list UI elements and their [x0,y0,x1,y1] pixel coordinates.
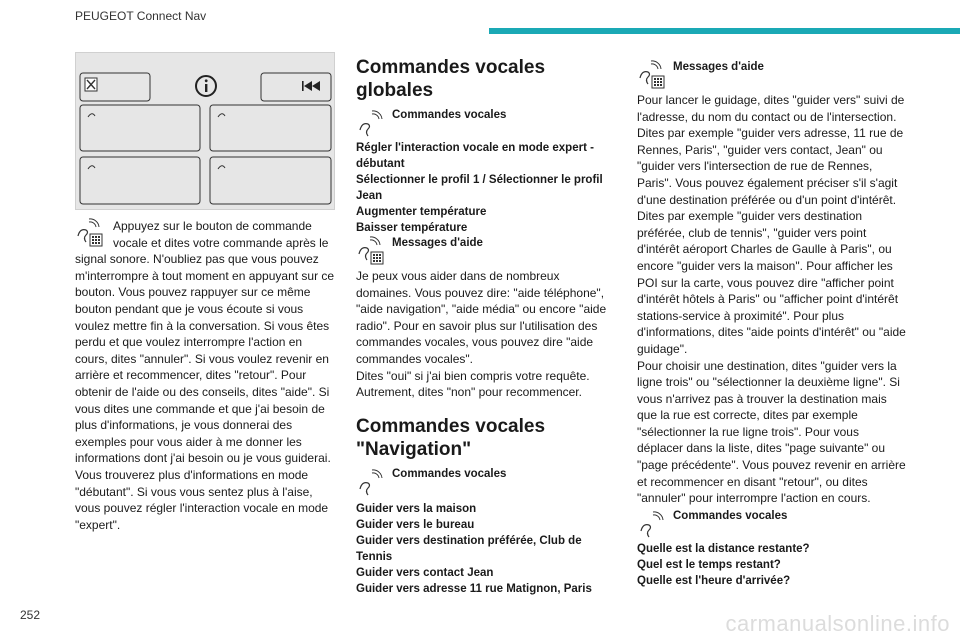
intro-line-2: vocale et dites votre commande après le [113,235,329,250]
intro-text: signal sonore. N'oubliez pas que vous pouvez m'interrompre à tout moment en appuyant sur ce bouton. Vous pouvez rappuyer sur ce même bouton pendant que je vous écoute si vous voulez mettre fin à la conversation. Si vous êtes perdu et que voulez interrompre l'action en cours, dites "annuler". Si vous voulez revenir en arrière et recommencer, dites "retour". Pour obtenir de l'aide ou des conseils, dites "aide". Si vous dites une commande et que j'ai besoin de plus d'informations, je vous donnerai des exemples pour vous aider à me donner les informations dont j'ai besoin ou je vous guiderai. Vous trouverez plus d'informations en mode "débutant". Si vous vous sentez plus à l'aise, vous pouvez régler l'interaction vocale en mode "expert". [75,252,335,532]
command-item: Guider vers la maison [356,502,477,515]
info-icon [196,76,216,96]
command-item: Quelle est la distance restante? [637,542,810,555]
navigation-help-text-2: Pour choisir une destination, dites "guider vers la ligne trois" ou "sélectionner la deuxième ligne". Si vous n'arrivez pas à trouver la destination mais que la rue est correcte, dites par exemple "sélectionner la rue ligne trois". Pour vous déplacer dans la liste, dites "page suivante" ou "page précédente". Vous pouvez revenir en arrière et recommencer en disant "retour", ou dites "annuler" pour interrompre l'action en cours. [637,358,906,506]
help-text-2: Dites "oui" si j'ai bien compris votre requête. Autrement, dites "non" pour recommencer. [356,368,590,400]
voice-screen-illustration [75,52,335,210]
voice-icon [637,509,667,539]
section-heading-navigation: Commandes vocales "Navigation" [356,415,546,460]
voice-help-icon [637,60,667,90]
navigation-commands-list [356,501,618,597]
header-accent-bar [489,28,960,34]
back-icon [302,81,320,91]
voice-command-button-icon [75,218,105,248]
help-messages-label: Messages d'aide [392,237,483,249]
command-item: Augmenter température [356,206,487,218]
voice-commands-label-row [637,509,907,539]
command-item: Guider vers le bureau [356,518,475,531]
voice-icon [88,114,225,169]
page-number: 252 [20,608,41,622]
voice-commands-label-row [356,467,618,497]
command-item: Guider vers adresse 11 rue Matignon, Paris [356,582,592,595]
column-3 [637,60,907,589]
command-item: Quel est le temps restant? [637,558,781,571]
voice-help-icon [356,236,386,266]
voice-icon [356,108,386,138]
column-1 [75,52,337,533]
page-header-title: PEUGEOT Connect Nav [75,9,207,23]
navigation-help-text-1: Pour lancer le guidage, dites "guider vers" suivi de l'adresse, du nom du contact ou de l'intersection. Dites par exemple "guider vers adresse, 11 rue de Rennes, Paris", "guider vers contact, Jean" ou "guider vers l'intersection de rue de Rennes, Paris". Vous pouvez également préciser s'il s'agit d'une destination préférée ou d'un point d'intérêt. Dites par exemple "guider vers destination préférée, club de tennis", "guider vers point d'intérêt aéroport Charles de Gaulle à Paris", ou encore "guider vers la maison". Pour afficher les POI sur la carte, vous pouvez dire "afficher point d'intérêt hôtels à Paris" ou "afficher point d'intérêt stations-service à proximité". Pour plus d'informations, dites "aide points d'intérêt" ou "aide guidage". [637,93,906,356]
command-item: Guider vers destination préférée, Club de Tennis [356,534,582,563]
voice-commands-label: Commandes vocales [392,109,507,121]
command-item: Quelle est l'heure d'arrivée? [637,574,791,587]
help-messages-label-row [637,60,907,90]
voice-commands-label-row [356,108,618,138]
voice-icon [356,467,386,497]
help-text-1: Je peux vous aider dans de nombreux domaines. Vous pouvez dire: "aide téléphone", "aide navigation", "aide média" ou encore "aide radio". Pour en savoir plus sur l'utilisation des commandes vocales, vous pouvez dire "aide commandes vocales". [356,269,607,366]
global-commands-list [356,140,618,236]
command-item: Sélectionner le profil 1 / Sélectionner le profil Jean [356,174,603,202]
help-messages-label-row [356,236,618,266]
command-item: Baisser température [356,222,468,234]
intro-line-1: Appuyez sur le bouton de commande [113,219,312,233]
cancel-icon [85,78,97,91]
help-messages-label: Messages d'aide [673,61,764,73]
voice-commands-label: Commandes vocales [392,467,507,480]
command-item: Régler l'interaction vocale en mode expert - débutant [356,142,594,170]
watermark: carmanualsonline.info [725,611,950,636]
column-2 [356,56,618,597]
distance-commands-list [637,541,907,589]
section-heading-global: Commandes vocales globales [356,57,546,101]
command-item: Guider vers contact Jean [356,566,494,579]
voice-commands-label: Commandes vocales [673,509,788,522]
